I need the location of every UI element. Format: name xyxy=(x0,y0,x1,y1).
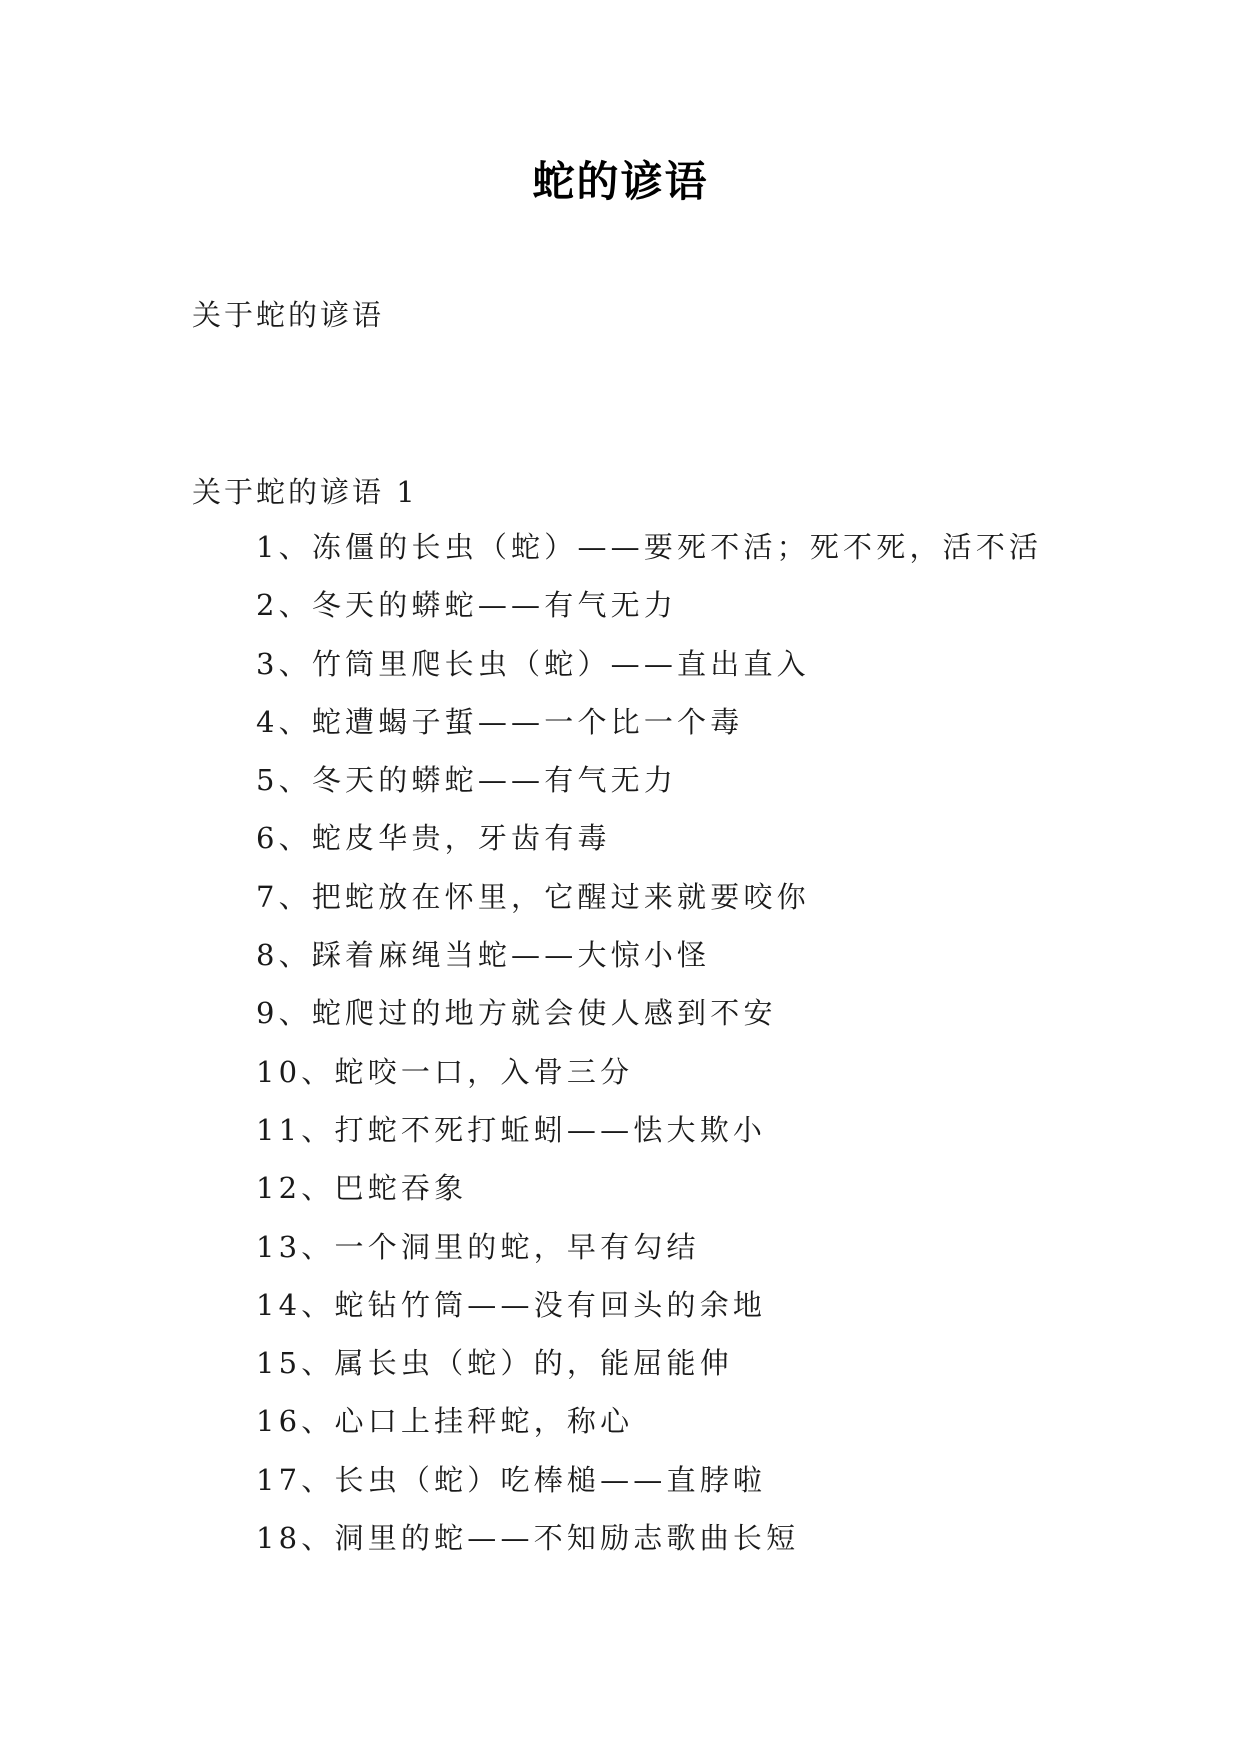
list-item: 14、蛇钻竹筒——没有回头的余地 xyxy=(256,1287,767,1322)
list-item: 17、长虫（蛇）吃棒槌——直脖啦 xyxy=(256,1462,767,1497)
list-item: 5、冬天的蟒蛇——有气无力 xyxy=(256,763,678,798)
list-item: 13、一个洞里的蛇，早有勾结 xyxy=(256,1229,700,1264)
list-item: 12、巴蛇吞象 xyxy=(256,1171,468,1206)
list-item: 1、冻僵的长虫（蛇）——要死不活；死不死，活不活 xyxy=(256,530,1043,564)
section-heading: 关于蛇的谚语 1 xyxy=(192,475,418,509)
list-item: 4、蛇遭蝎子蜇——一个比一个毒 xyxy=(256,704,744,739)
list-item: 11、打蛇不死打蚯蚓——怯大欺小 xyxy=(256,1112,767,1147)
list-item: 16、心口上挂秤蛇，称心 xyxy=(256,1404,634,1439)
list-item: 3、竹筒里爬长虫（蛇）——直出直入 xyxy=(256,646,810,681)
list-item: 6、蛇皮华贵，牙齿有毒 xyxy=(256,821,611,856)
subtitle: 关于蛇的谚语 xyxy=(192,298,385,332)
list-item: 7、把蛇放在怀里，它醒过来就要咬你 xyxy=(256,879,810,914)
list-item: 2、冬天的蟒蛇——有气无力 xyxy=(256,588,678,623)
list-item: 10、蛇咬一口，入骨三分 xyxy=(256,1054,634,1089)
list-item: 9、蛇爬过的地方就会使人感到不安 xyxy=(256,996,777,1031)
page-title: 蛇的谚语 xyxy=(532,157,709,206)
list-item: 8、踩着麻绳当蛇——大惊小怪 xyxy=(256,938,711,973)
proverb-list xyxy=(256,527,1156,1576)
list-item: 15、属长虫（蛇）的，能屈能伸 xyxy=(256,1346,733,1381)
list-item: 18、洞里的蛇——不知励志歌曲长短 xyxy=(256,1521,800,1556)
